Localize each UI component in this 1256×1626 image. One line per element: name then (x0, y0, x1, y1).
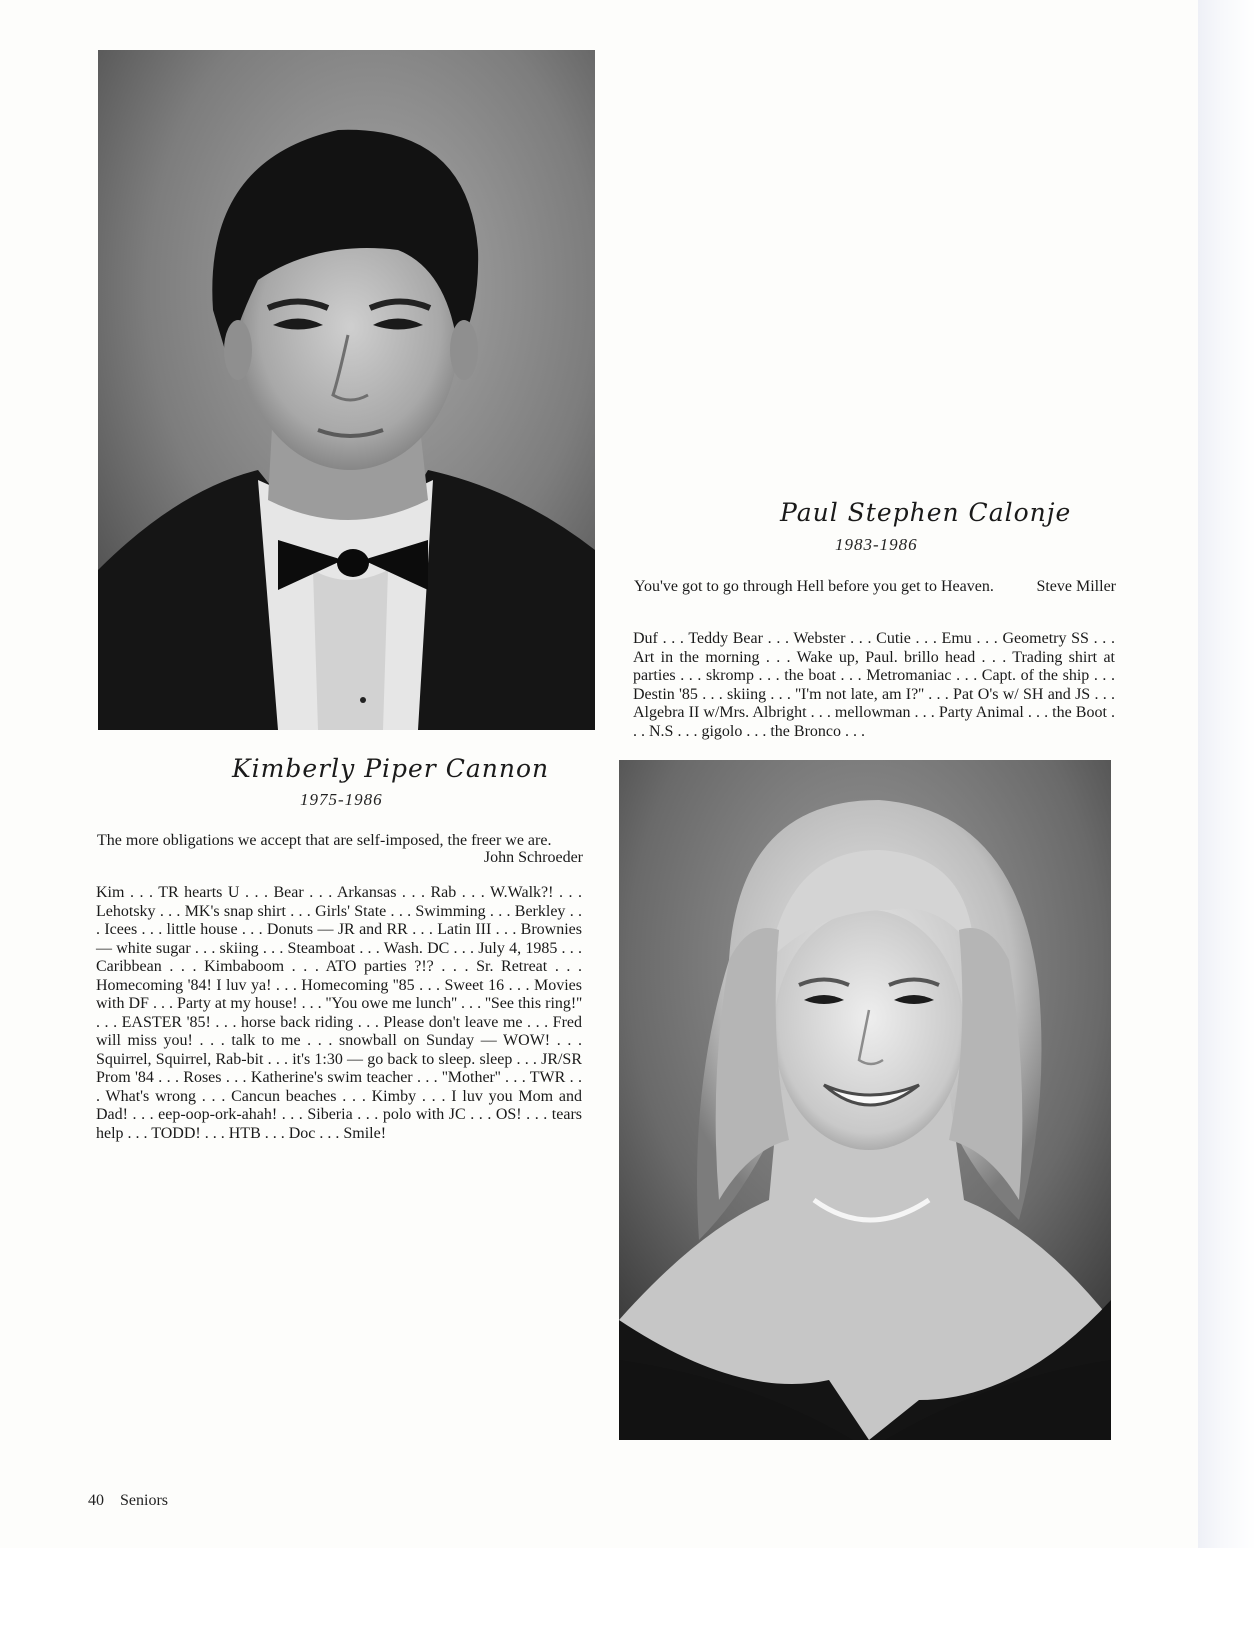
portrait-male-image (98, 50, 595, 730)
quote-author: Steve Miller (1036, 578, 1116, 595)
student-years-paul: 1983-1986 (835, 535, 918, 554)
quote-text: The more obligations we accept that are self-imposed, the freer we are. (97, 832, 552, 849)
student-years-kimberly: 1975-1986 (300, 790, 383, 809)
senior-memories-paul: Duf . . . Teddy Bear . . . Webster . . . Cutie . . . Emu . . . Geometry SS . . . Art in the morning . . . Wake up, Paul. brillo head . . . Trading shirt at parties . . . skromp . . . the boat . . . Metromaniac . . . Capt. of the ship . . . Destin '85 . . . skiing . . . ''I'm not late, am I?'' . . . Pat O's w/ SH and JS . . . Algebra II w/Mrs. Albright . . . mellowman . . . Party Animal . . . the Boot . . . N.S . . . gigolo . . . the Bronco . . . (633, 630, 1115, 740)
page-number: 40 (88, 1492, 104, 1509)
senior-quote-kimberly (97, 832, 583, 866)
quote-author: John Schroeder (483, 849, 583, 866)
page-edge (1198, 0, 1256, 1548)
senior-quote-paul (634, 578, 1116, 595)
portrait-female-image (619, 760, 1111, 1440)
page-footer (88, 1492, 168, 1510)
section-label: Seniors (120, 1492, 168, 1509)
student-name-kimberly: Kimberly Piper Cannon (232, 754, 550, 783)
portrait-photo-male (98, 50, 595, 730)
student-name-paul: Paul Stephen Calonje (780, 498, 1072, 527)
portrait-photo-female (619, 760, 1111, 1440)
senior-memories-kimberly: Kim . . . TR hearts U . . . Bear . . . Arkansas . . . Rab . . . W.Walk?! . . . Lehotsky . . . MK's snap shirt . . . Girls' State . . . Swimming . . . Berkley . . . Icees . . . little house . . . Donuts — JR and RR . . . Latin III . . . Brownies — white sugar . . . skiing . . . Steamboat . . . Wash. DC . . . July 4, 1985 . . . Caribbean . . . Kimbaboom . . . ATO parties ?!? . . . Sr. Retreat . . . Homecoming '84! I luv ya! . . . Homecoming ''85 . . . Sweet 16 . . . Movies with DF . . . Party at my house! . . . ''You owe me lunch'' . . . ''See this ring!'' . . . EASTER '85! . . . horse back riding . . . Please don't leave me . . . Fred will miss you! . . . talk to me . . . snowball on Sunday — WOW! . . . Squirrel, Squirrel, Rab-bit . . . it's 1:30 — go back to sleep. sleep . . . JR/SR Prom '84 . . . Roses . . . Katherine's swim teacher . . . ''Mother'' . . . TWR . . . What's wrong . . . Cancun beaches . . . Kimby . . . I luv you Mom and Dad! . . . eep-oop-ork-ahah! . . . Siberia . . . polo with JC . . . OS! . . . tears help . . . TODD! . . . HTB . . . Doc . . . Smile! (96, 884, 582, 1142)
quote-text: You've got to go through Hell before you get to Heaven. (634, 578, 994, 595)
